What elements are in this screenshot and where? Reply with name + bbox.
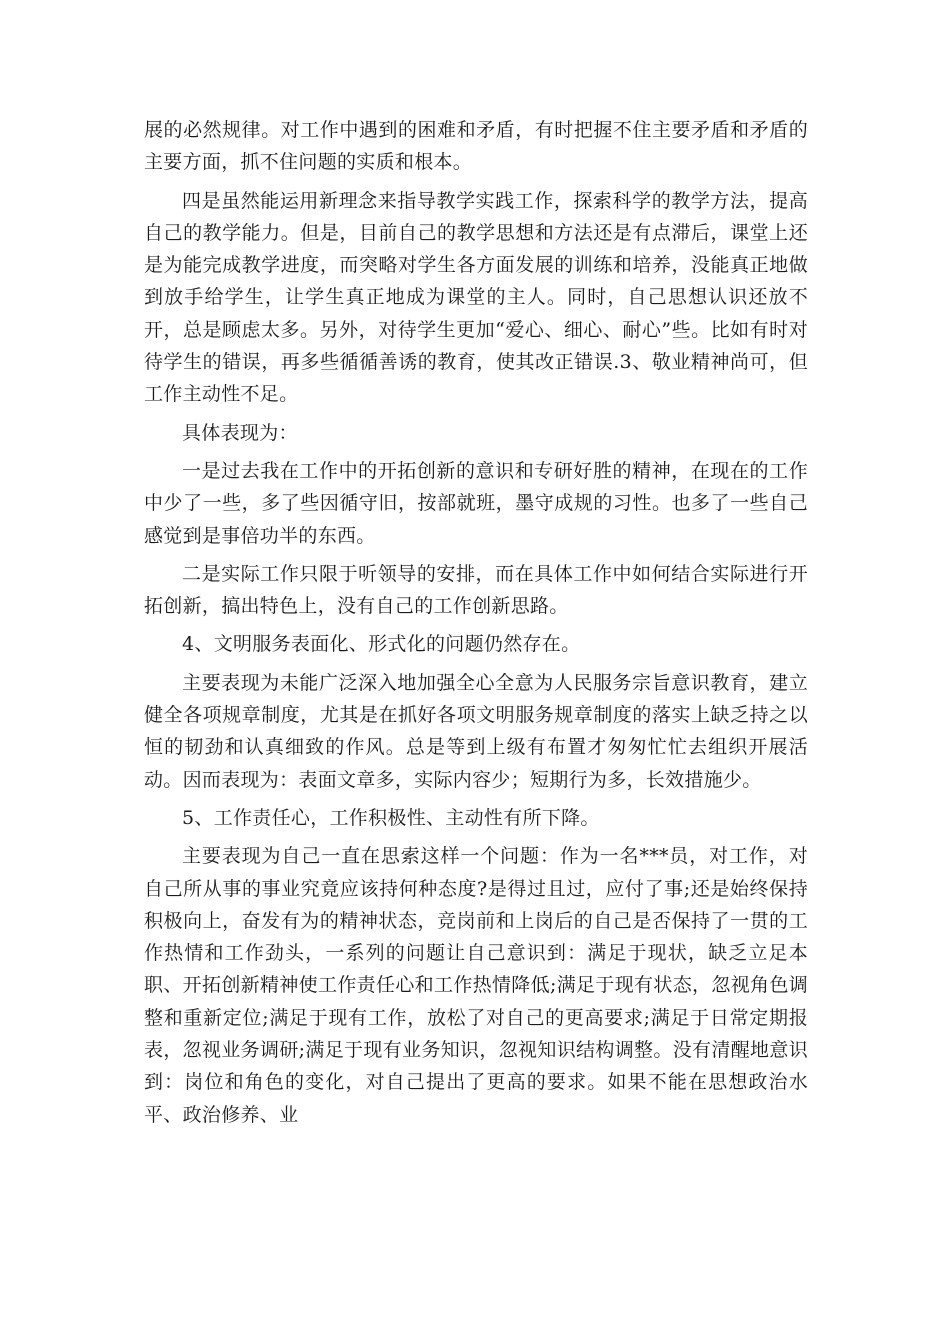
paragraph-5: 二是实际工作只限于听领导的安排，而在具体工作中如何结合实际进行开拓创新，搞出特色上，没有自己的工作创新思路。 <box>144 562 808 618</box>
section-heading-5: 5、工作责任心，工作积极性、主动性有所下降。 <box>182 806 600 829</box>
paragraph-1: 展的必然规律。对工作中遇到的困难和矛盾，有时把握不住主要矛盾和矛盾的主要方面，抓不住问题的实质和根本。 <box>144 119 808 174</box>
document-body <box>144 114 808 1137</box>
paragraph-4: 一是过去我在工作中的开拓创新的意识和专研好胜的精神，在现在的工作中少了一些，多了些因循守旧，按部就班，墨守成规的习性。也多了一些自己感觉到是事倍功半的东西。 <box>144 459 808 547</box>
paragraph-2: 四是虽然能运用新理念来指导教学实践工作，探索科学的教学方法，提高自己的教学能力。但是，目前自己的教学思想和方法还是有点滞后，课堂上还是为能完成教学进度，而突略对学生各方面发展的训练和培养，没能真正地做到放手给学生，让学生真正地成为课堂的主人。同时，自己思想认识还放不开，总是顾虑太多。另外，对待学生更加“爱心、细心、耐心”些。比如有时对待学生的错误，再多些循循善诱的教育，使其改正错误.3、敬业精神尚可，但工作主动性不足。 <box>144 189 808 406</box>
section-heading-4: 4、文明服务表面化、形式化的问题仍然存在。 <box>182 633 581 656</box>
paragraph-3: 具体表现为： <box>182 421 298 444</box>
paragraph-9: 主要表现为自己一直在思索这样一个问题：作为一名***员，对工作，对自己所从事的事业究竟应该持何种态度?是得过且过，应付了事;还是始终保持积极向上，奋发有为的精神状态，竞岗前和上岗后的自己是否保持了一贯的工作热情和工作劲头，一系列的问题让自己意识到：满足于现状，缺乏立足本职、开拓创新精神使工作责任心和工作热情降低;满足于现有状态，忽视角色调整和重新定位;满足于现有工作，放松了对自己的更高要求;满足于日常定期报表，忽视业务调研;满足于现有业务知识，忽视知识结构调整。没有清醒地意识到：岗位和角色的变化，对自己提出了更高的要求。如果不能在思想政治水平、政治修养、业 <box>144 845 808 1126</box>
paragraph-7: 主要表现为未能广泛深入地加强全心全意为人民服务宗旨意识教育，建立健全各项规章制度，尤其是在抓好各项文明服务规章制度的落实上缺乏持之以恒的韧劲和认真细致的作风。总是等到上级有布置才匆匆忙忙去组织开展活动。因而表现为：表面文章多，实际内容少；短期行为多，长效措施少。 <box>144 671 808 791</box>
